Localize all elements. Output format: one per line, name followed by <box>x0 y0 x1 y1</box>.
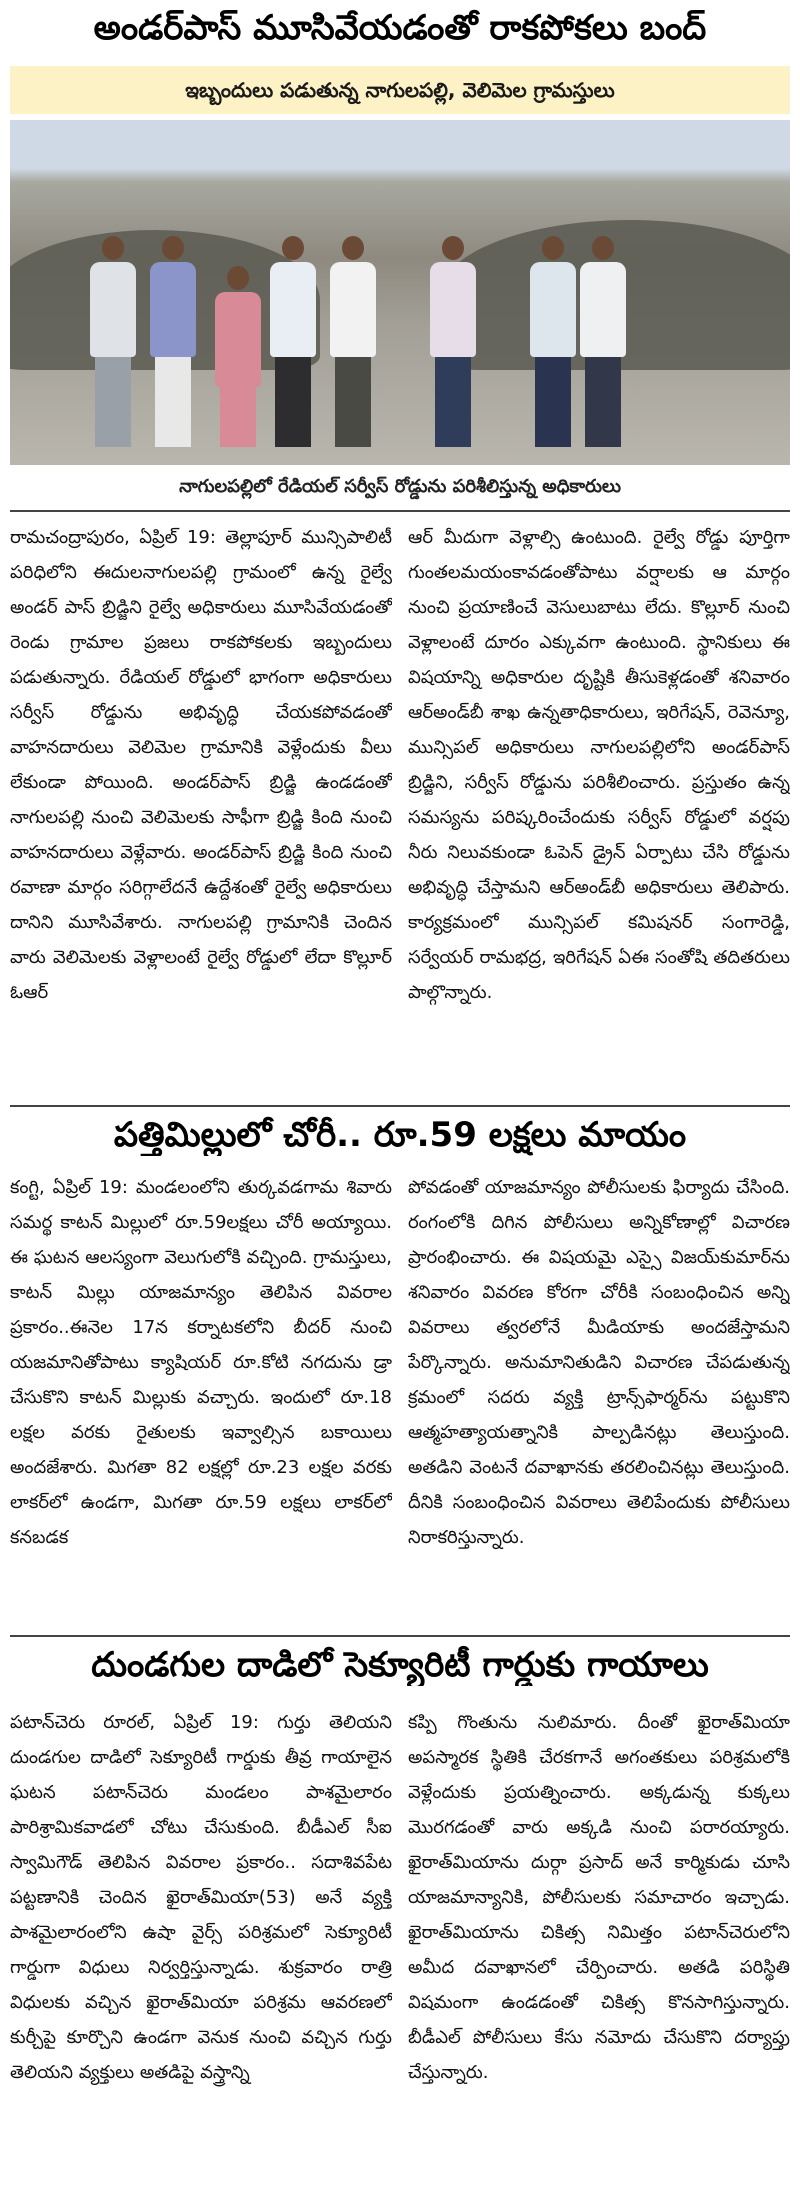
story3-body <box>10 1705 790 2175</box>
story1-photo <box>10 120 790 465</box>
story3-headline: దుండగుల దాడిలో సెక్యూరిటీ గార్డుకు గాయాలు <box>91 1645 709 1685</box>
story2-body <box>10 1170 790 1625</box>
story3-column-2: కప్పి గొంతును నులిమారు. దీంతో ఖైరాత్‌మియా అపస్మారక స్థితికి చేరకగానే అగంతకులు పరిశ్రమలోకి వెళ్లేందుకు ప్రయత్నించారు. అక్కడున్న కుక్కలు మొరగడంతో వారు అక్కడి నుంచి పరారయ్యారు. ఖైరాత్‌మియాను దుర్గా ప్రసాద్ అనే కార్మికుడు చూసి యాజమాన్యానికి, పోలీసులకు సమాచారం ఇచ్చాడు. ఖైరాత్‌మియాను చికిత్స నిమిత్తం పటాన్‌చెరులోని అమీద దవాఖానలో చేర్పించారు. అతడి పరిస్థితి విషమంగా ఉండడంతో చికిత్స కొనసాగిస్తున్నారు. బీడీఎల్ పోలీసులు కేసు నమోదు చేసుకొని దర్యాప్తు చేస్తున్నారు. <box>408 1712 790 2083</box>
divider <box>10 510 790 512</box>
divider <box>10 1635 790 1637</box>
story1-column-2: ఆర్ మీదుగా వెళ్లాల్సి ఉంటుంది. రైల్వే రోడ్డు పూర్తిగా గుంతలమయంకావడంతోపాటు వర్షాలకు ఆ మార్గం నుంచి ప్రయాణించే వెసులుబాటు లేదు. కొల్లూర్ నుంచి వెళ్లాలంటే దూరం ఎక్కువగా ఉంటుంది. స్థానికులు ఈ విషయాన్ని అధికారుల దృష్టికి తీసుకెళ్లడంతో శనివారం ఆర్అండ్‌బీ శాఖ ఉన్నతాధికారులు, ఇరిగేషన్, రెవెన్యూ, మున్సిపల్ అధికారులు నాగులపల్లిలోని అండర్‌పాస్ బ్రిడ్జిని, సర్వీస్ రోడ్డును పరిశీలించారు. ప్రస్తుతం ఉన్న సమస్యను పరిష్కరించేందుకు సర్వీస్ రోడ్డులో వర్షపు నీరు నిలువకుండా ఓపెన్ డ్రైన్ ఏర్పాటు చేసి రోడ్డును అభివృద్ధి చేస్తామని ఆర్అండ్‌బీ అధికారులు తెలిపారు. కార్యక్రమంలో మున్సిపల్ కమిషనర్ సంగారెడ్డి, సర్వేయర్ రామభద్ర, ఇరిగేషన్ ఏఈ సంతోషి తదితరులు పాల్గొన్నారు. <box>408 527 790 1003</box>
story1-photo-caption: నాగులపల్లిలో రేడియల్ సర్వీస్ రోడ్డును పరిశీలిస్తున్న అధికారులు <box>179 476 621 497</box>
story1-headline: అండర్‌పాస్ మూసివేయడంతో రాకపోకలు బంద్ <box>93 8 707 48</box>
story1-kicker: ఇబ్బందులు పడుతున్న నాగులపల్లి, వెలిమెల గ్రామస్తులు <box>10 66 790 114</box>
story1-body <box>10 520 790 1095</box>
divider <box>10 1105 790 1107</box>
story2-headline: పత్తిమిల్లులో చోరీ.. రూ.59 లక్షలు మాయం <box>113 1115 687 1155</box>
story3-column-1: పటాన్‌చెరు రూరల్, ఏప్రిల్ 19: గుర్తు తెలియని దుండగుల దాడిలో సెక్యూరిటీ గార్డుకు తీవ్ర గాయాలైన ఘటన పటాన్‌చెరు మండలం పాశమైలారం పారిశ్రామికవాడలో చోటు చేసుకుంది. బీడీఎల్ సీఐ స్వామిగౌడ్ తెలిపిన వివరాల ప్రకారం.. సదాశివపేట పట్టణానికి చెందిన ఖైరాత్‌మియా(53) అనే వ్యక్తి పాశమైలారంలోని ఉషా వైర్స్ పరిశ్రమలో సెక్యూరిటీ గార్డుగా విధులు నిర్వర్తిస్తున్నాడు. శుక్రవారం రాత్రి విధులకు వచ్చిన ఖైరాత్‌మియా పరిశ్రమ ఆవరణలో కుర్చీపై కూర్చొని ఉండగా వెనుక నుంచి వచ్చిన గుర్తు తెలియని వ్యక్తులు అతడిపై వస్త్రాన్ని <box>10 1712 392 2083</box>
story2-column-2: పోవడంతో యాజమాన్యం పోలీసులకు ఫిర్యాదు చేసింది. రంగంలోకి దిగిన పోలీసులు అన్నికోణాల్లో విచారణ ప్రారంభించారు. ఈ విషయమై ఎస్సై విజయ్‌కుమార్‌ను శనివారం వివరణ కోరగా చోరీకి సంబంధించిన అన్ని వివరాలు త్వరలోనే మీడియాకు అందజేస్తామని పేర్కొన్నారు. అనుమానితుడిని విచారణ చేపడుతున్న క్రమంలో సదరు వ్యక్తి ట్రాన్స్‌ఫార్మర్‌ను పట్టుకొని ఆత్మహత్యాయత్నానికి పాల్పడినట్లు తెలుస్తుంది. అతడిని వెంటనే దవాఖానకు తరలించినట్లు తెలుస్తుంది. దీనికి సంబంధించిన వివరాలు తెలిపేందుకు పోలీసులు నిరాకరిస్తున్నారు. <box>408 1177 790 1548</box>
story1-column-1: రామచంద్రాపురం, ఏప్రిల్ 19: తెల్లాపూర్ మున్సిపాలిటీ పరిధిలోని ఈదులనాగులపల్లి గ్రామంలో ఉన్న రైల్వే అండర్ పాస్ బ్రిడ్జిని రైల్వే అధికారులు మూసివేయడంతో రెండు గ్రామాల ప్రజలు రాకపోకలకు ఇబ్బందులు పడుతున్నారు. రేడియల్ రోడ్డులో భాగంగా అధికారులు సర్వీస్ రోడ్డును అభివృద్ధి చేయకపోవడంతో వాహనదారులు వెలిమెల గ్రామానికి వెళ్లేందుకు వీలు లేకుండా పోయింది. అండర్‌పాస్ బ్రిడ్జి ఉండడంతో నాగులపల్లి నుంచి వెలిమెలకు సాఫీగా బ్రిడ్జి కింది నుంచి వాహనదారులు వెళ్లేవారు. అండర్‌పాస్ బ్రిడ్జి కింది నుంచి రవాణా మార్గం సరిగ్గాలేదనే ఉద్దేశంతో రైల్వే అధికారులు దానిని మూసివేశారు. నాగులపల్లి గ్రామానికి చెందిన వారు వెలిమెలకు వెళ్లాలంటే రైల్వే రోడ్డులో లేదా కొల్లూర్ ఓఆర్ <box>10 527 392 1003</box>
story2-column-1: కంగ్టి, ఏప్రిల్ 19: మండలంలోని తుర్కవడగామ శివారు సమర్థ కాటన్ మిల్లులో రూ.59లక్షలు చోరీ అయ్యాయి. ఈ ఘటన ఆలస్యంగా వెలుగులోకి వచ్చింది. గ్రామస్తులు, కాటన్ మిల్లు యాజమాన్యం తెలిపిన వివరాల ప్రకారం..ఈనెల 17న కర్నాటకలోని బీదర్ నుంచి యజమానితోపాటు క్యాషియర్ రూ.కోటి నగదును డ్రా చేసుకొని కాటన్ మిల్లుకు వచ్చారు. ఇందులో రూ.18 లక్షల వరకు రైతులకు ఇవ్వాల్సిన బకాయిలు అందజేశారు. మిగతా 82 లక్షల్లో రూ.23 లక్షల వరకు లాకర్‌లో ఉండగా, మిగతా రూ.59 లక్షలు లాకర్‌లో కనబడక <box>10 1177 392 1548</box>
